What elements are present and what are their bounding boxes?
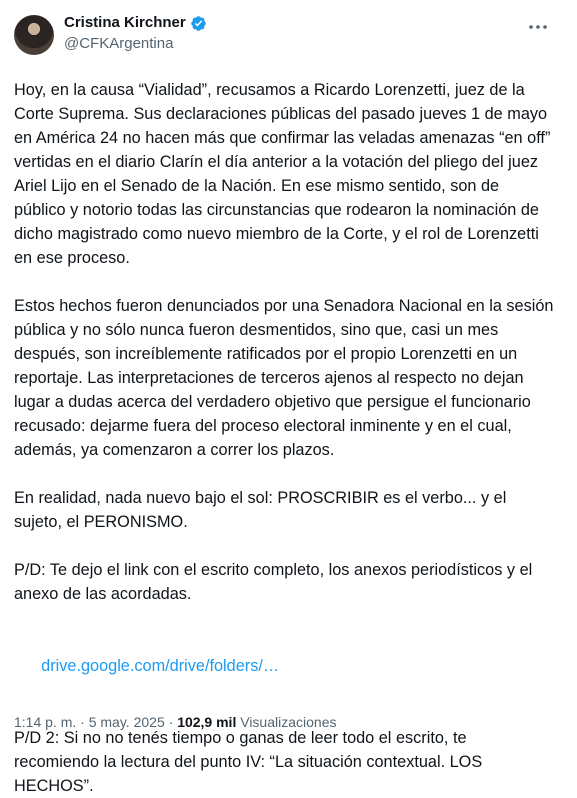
tweet-paragraph-3: En realidad, nada nuevo bajo el sol: PROSCRIBIR es el verbo... y el sujeto, el PERONISMO. [14, 489, 511, 531]
meta-separator-2: · [164, 714, 178, 730]
drive-link[interactable]: drive.google.com/drive/folders/… [41, 657, 280, 675]
tweet-paragraph-5: P/D 2: Si no no tenés tiempo o ganas de leer todo el escrito, te recomiendo la lectura del punto IV: “La situación contextual. LOS HECHOS”. [14, 729, 487, 795]
tweet-paragraph-2: Estos hechos fueron denunciados por una Senadora Nacional en la sesión pública y no sólo nunca fueron desmentidos, sino que, casi un mes después, son increíblemente ratificados por el propio Lorenzetti en un reportaje. Las interpretaciones de terceros ajenos al respecto no dejan lugar a dudas acerca del verdadero objetivo que persigue el funcionario recusado: dejarme fuera del proceso electoral inminente y en el cual, además, ya comenzaron a correr los plazos. [14, 297, 558, 459]
tweet-paragraph-4: P/D: Te dejo el link con el escrito completo, los anexos periodísticos y el anexo de las acordadas. [14, 561, 537, 603]
more-options-button[interactable] [527, 18, 549, 36]
more-options-icon [528, 24, 548, 30]
tweet-paragraph-1: Hoy, en la causa “Vialidad”, recusamos a Ricardo Lorenzetti, juez de la Corte Suprema. Sus declaraciones públicas del pasado jueves 1 de mayo en América 24 no hacen más que confirmar las veladas amenazas “en off” vertidas en el diario Clarín el día anterior a la votación del pliego del juez Ariel Lijo en el Senado de la Nación. En ese mismo sentido, son de público y notorio todas las circunstancias que rodearon la nominación de dicho magistrado como nuevo miembro de la Corte, y el rol de Lorenzetti en ese proceso. [14, 81, 555, 267]
tweet-body [14, 78, 558, 798]
author-name-row [64, 14, 207, 33]
tweet-date[interactable]: 5 may. 2025 [88, 714, 165, 730]
author-avatar[interactable] [14, 15, 54, 55]
views-count: 102,9 mil [177, 714, 237, 730]
views-label: Visualizaciones [240, 714, 337, 730]
author-display-name[interactable]: Cristina Kirchner [64, 14, 186, 31]
verified-badge-icon [190, 15, 207, 32]
tweet-header [14, 14, 563, 58]
author-handle[interactable]: @CFKArgentina [64, 34, 174, 52]
author-names [64, 14, 207, 54]
tweet-time[interactable]: 1:14 p. m. [14, 714, 77, 730]
tweet-link-line [14, 630, 554, 702]
tweet-meta [14, 714, 336, 730]
meta-separator: · [76, 714, 89, 730]
